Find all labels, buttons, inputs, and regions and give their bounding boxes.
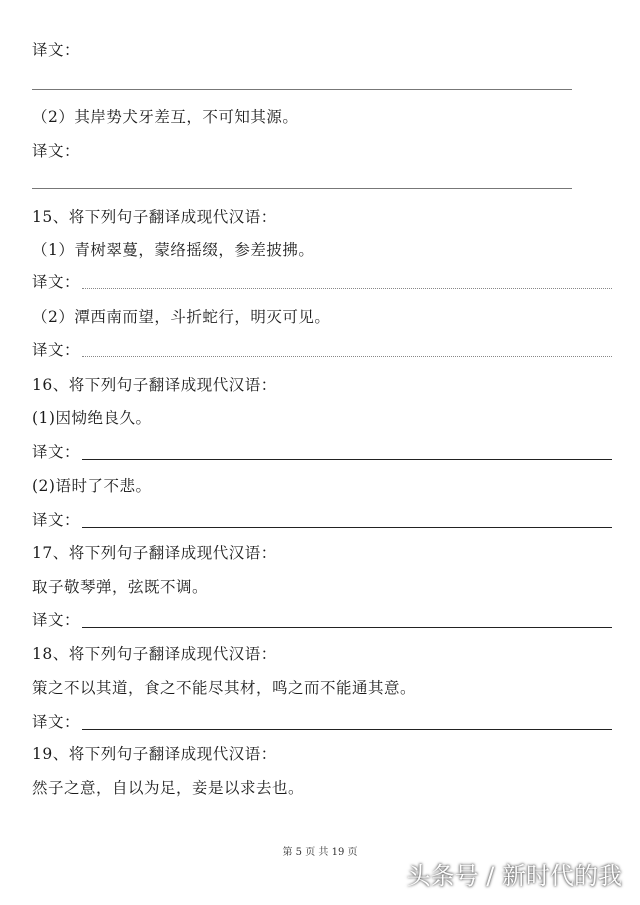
question-heading: 17、将下列句子翻译成现代汉语： [32,544,277,562]
translation-label: 译文： [32,713,81,731]
translation-label: 译文： [32,142,81,160]
translation-label: 译文： [32,341,81,359]
answer-line [82,287,612,289]
question-item: 然子之意，自以为足，妾是以求去也。 [32,779,305,797]
question-item: （1）青树翠蔓，蒙络摇缀，参差披拂。 [32,241,315,259]
translation-label: 译文： [32,511,81,529]
translation-label: 译文： [32,41,81,59]
translation-label: 译文： [32,273,81,291]
answer-line [82,355,612,357]
question-heading: 19、将下列句子翻译成现代汉语： [32,745,277,763]
answer-line [32,89,572,90]
page-number: 第 5 页 共 19 页 [282,847,358,858]
answer-line [82,526,612,528]
answer-row [32,608,612,630]
answer-row [32,710,612,732]
answer-row [32,440,612,462]
question-item: （2）潭西南而望，斗折蛇行，明灭可见。 [32,308,331,326]
question-item: (2)语时了不悲。 [32,477,152,495]
translation-label: 译文： [32,443,81,461]
answer-line [82,458,612,460]
question-item: （2）其岸势犬牙差互，不可知其源。 [32,108,299,126]
question-heading: 15、将下列句子翻译成现代汉语： [32,208,277,226]
answer-line [82,626,612,628]
answer-row [32,338,612,360]
question-item: 取子敬琴弹，弦既不调。 [32,578,209,596]
translation-label: 译文： [32,611,81,629]
answer-line [32,188,572,189]
watermark: 头条号 / 新时代的我 [406,862,622,890]
answer-row [32,508,612,530]
answer-line [82,728,612,730]
question-item: 策之不以其道，食之不能尽其材，鸣之而不能通其意。 [32,679,417,697]
question-heading: 18、将下列句子翻译成现代汉语： [32,645,277,663]
question-item: (1)因恸绝良久。 [32,409,152,427]
answer-row [32,270,612,292]
question-heading: 16、将下列句子翻译成现代汉语： [32,376,277,394]
